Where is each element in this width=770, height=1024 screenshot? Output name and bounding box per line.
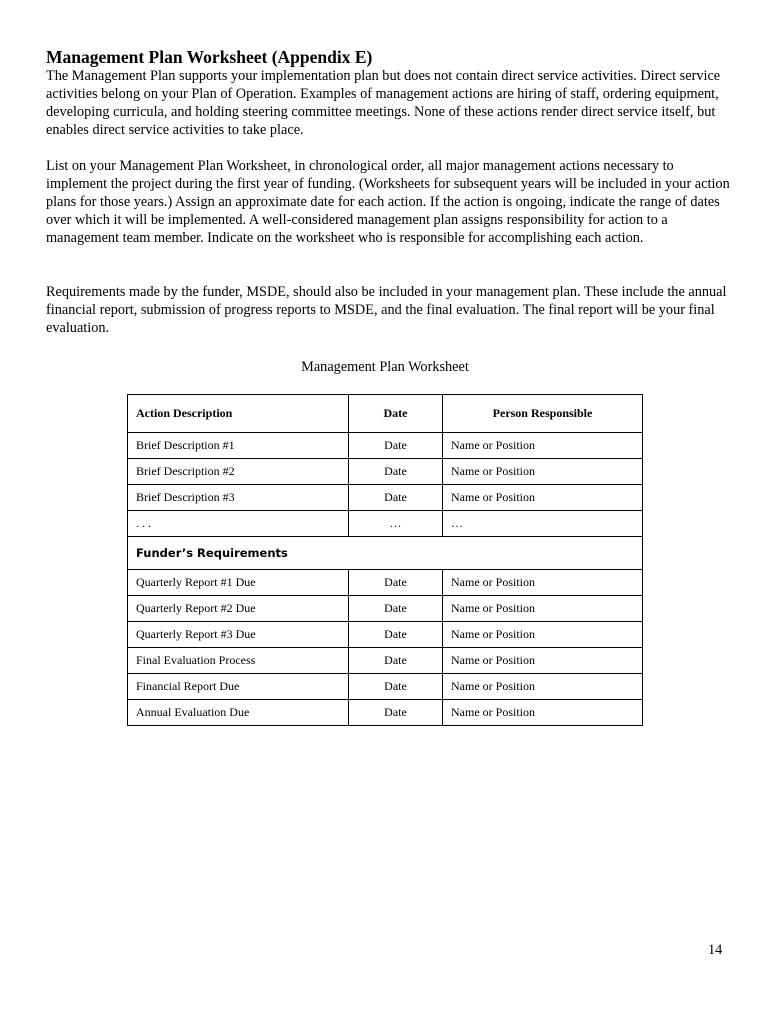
ellipsis-action-cell: . . . (128, 511, 349, 537)
table-row (128, 622, 643, 648)
ellipsis-person-cell: … (443, 511, 643, 537)
action-cell: Final Evaluation Process (128, 648, 349, 674)
date-cell: Date (349, 596, 443, 622)
action-cell: Brief Description #1 (128, 433, 349, 459)
date-cell: Date (349, 648, 443, 674)
header-date: Date (349, 395, 443, 433)
page-title: Management Plan Worksheet (Appendix E) (46, 47, 373, 67)
management-plan-worksheet-table (127, 394, 643, 726)
ellipsis-row (128, 511, 643, 537)
person-cell: Name or Position (443, 622, 643, 648)
action-cell: Financial Report Due (128, 674, 349, 700)
person-cell: Name or Position (443, 596, 643, 622)
date-cell: Date (349, 485, 443, 511)
person-cell: Name or Position (443, 700, 643, 726)
intro-paragraph: The Management Plan supports your implementation plan but does not contain direct service activities. Direct service activities belong on your Plan of Operation. Examples of management actions are hiring of staff, ordering equipment, developing curricula, and holding steering committee meetings. None of these actions render direct service itself, but enables direct service activities to take place. (46, 68, 721, 138)
instructions-paragraph: List on your Management Plan Worksheet, in chronological order, all major management actions necessary to implement the project during the first year of funding. (Worksheets for subsequent years will be included in your action plans for those years.) Assign an approximate date for each action. If the action is ongoing, indicate the range of dates over which it will be implemented. A well-considered management plan assigns responsibility for action to a management team member. Indicate on the worksheet who is responsible for accomplishing each action. (46, 158, 730, 246)
person-cell: Name or Position (443, 459, 643, 485)
table-row (128, 485, 643, 511)
header-person-responsible: Person Responsible (443, 395, 643, 433)
page-number: 14 (708, 942, 723, 958)
action-cell: Quarterly Report #3 Due (128, 622, 349, 648)
header-action-description: Action Description (128, 395, 349, 433)
person-cell: Name or Position (443, 485, 643, 511)
worksheet-caption: Management Plan Worksheet (301, 359, 469, 375)
date-cell: Date (349, 700, 443, 726)
ellipsis-date-cell: … (349, 511, 443, 537)
date-cell: Date (349, 433, 443, 459)
person-cell: Name or Position (443, 570, 643, 596)
table-row (128, 596, 643, 622)
date-cell: Date (349, 622, 443, 648)
table-header-row (128, 395, 643, 433)
funder-requirements-section-row (128, 537, 643, 570)
table-row (128, 700, 643, 726)
funder-requirements-label: Funder’s Requirements (128, 537, 643, 570)
person-cell: Name or Position (443, 433, 643, 459)
action-cell: Brief Description #2 (128, 459, 349, 485)
table-row (128, 674, 643, 700)
action-cell: Annual Evaluation Due (128, 700, 349, 726)
table-row (128, 433, 643, 459)
person-cell: Name or Position (443, 674, 643, 700)
table-row (128, 648, 643, 674)
table-row (128, 570, 643, 596)
action-cell: Brief Description #3 (128, 485, 349, 511)
funder-requirements-paragraph: Requirements made by the funder, MSDE, should also be included in your management plan. These include the annual financial report, submission of progress reports to MSDE, and the final evaluation. The final report will be your final evaluation. (46, 284, 727, 336)
action-cell: Quarterly Report #1 Due (128, 570, 349, 596)
date-cell: Date (349, 459, 443, 485)
action-cell: Quarterly Report #2 Due (128, 596, 349, 622)
person-cell: Name or Position (443, 648, 643, 674)
date-cell: Date (349, 674, 443, 700)
date-cell: Date (349, 570, 443, 596)
table-row (128, 459, 643, 485)
